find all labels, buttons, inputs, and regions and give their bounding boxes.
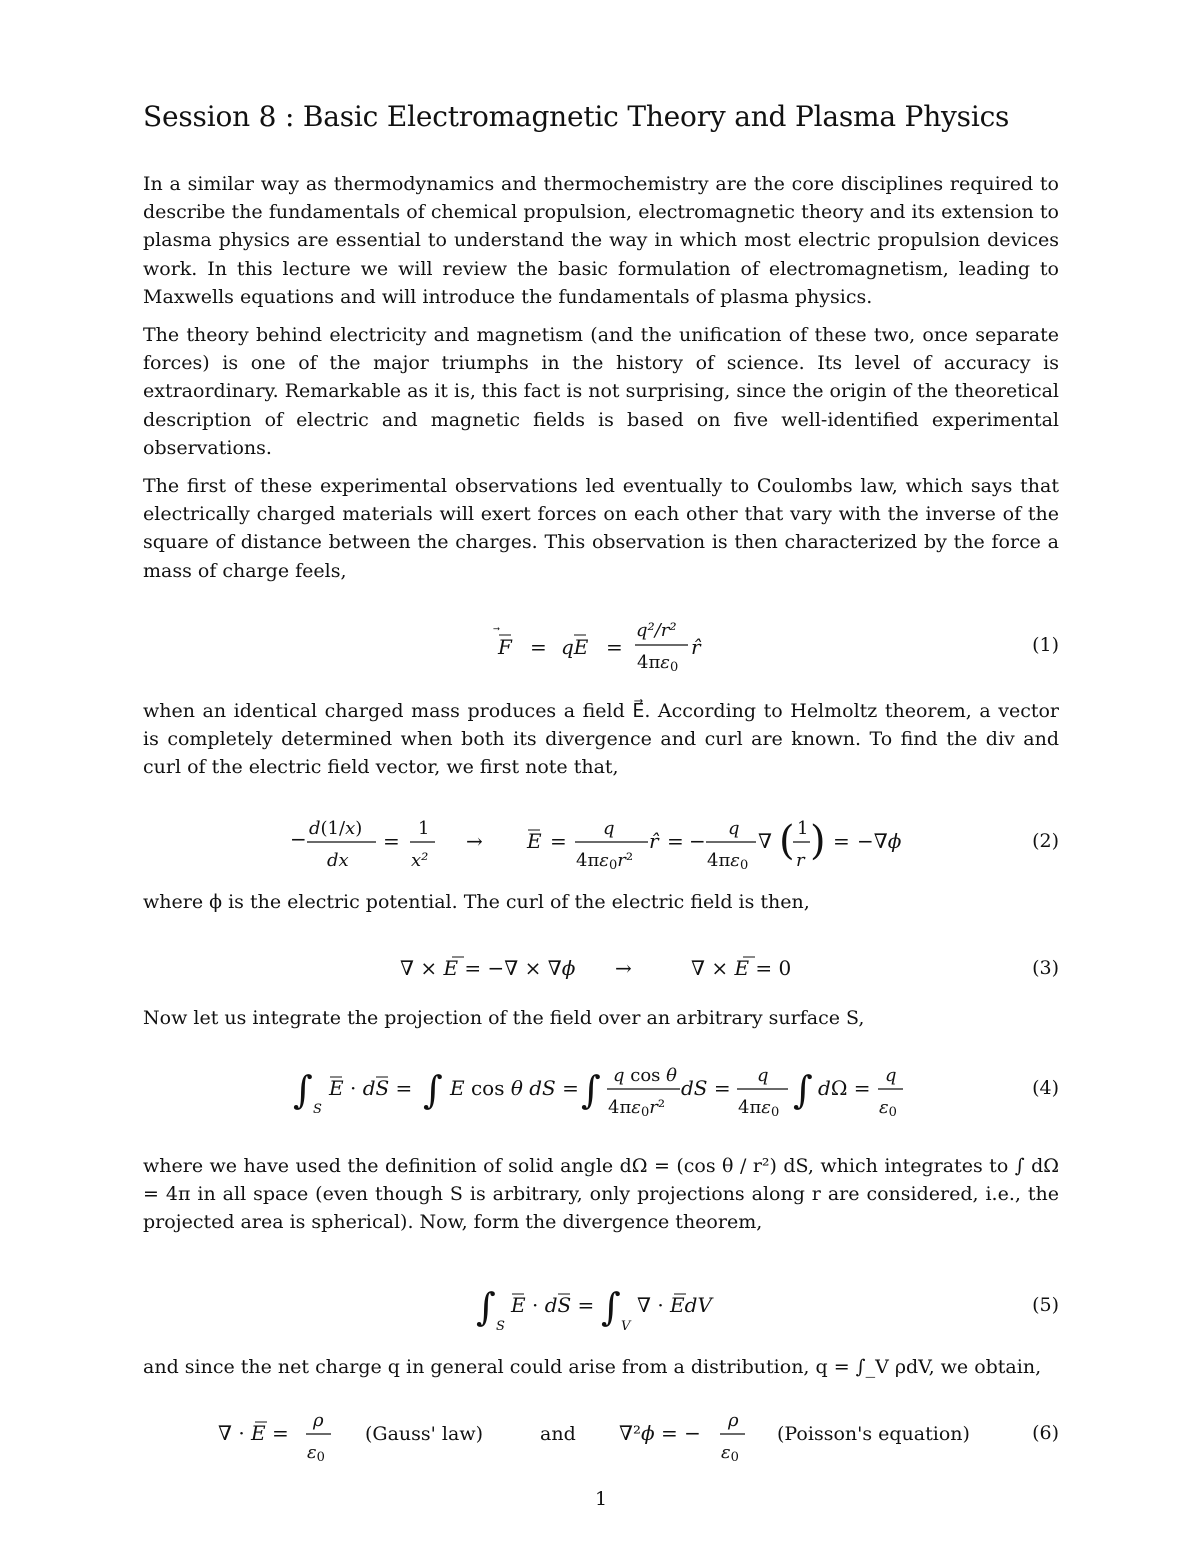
svg-text:4πε0: 4πε0 bbox=[707, 850, 749, 873]
svg-text:r: r bbox=[796, 850, 805, 871]
svg-text:→: → bbox=[466, 829, 483, 853]
svg-text:∇²ϕ = −: ∇²ϕ = − bbox=[619, 1421, 701, 1445]
paragraph-solid-angle: where we have used the definition of solid angle dΩ = (cos θ / r²) dS, which integrates to ∫ dΩ = 4π in all space (even though S is arbitrary, only projections along r are considered, i.e., the projected area is spherical). Now, form the divergence theorem, bbox=[143, 1155, 1059, 1234]
svg-text:ε0: ε0 bbox=[307, 1442, 325, 1465]
svg-text:4πε0r²: 4πε0r² bbox=[576, 850, 634, 873]
svg-text:=: = bbox=[833, 829, 850, 853]
svg-text:ε0: ε0 bbox=[721, 1442, 739, 1465]
svg-text:E cos θ dS =: E cos θ dS = bbox=[450, 1076, 579, 1100]
equation-4-formula bbox=[143, 1055, 1059, 1125]
svg-text:ε0: ε0 bbox=[879, 1097, 897, 1120]
equation-6 bbox=[143, 1400, 1059, 1470]
svg-text:∇ × E = −∇ × ∇ϕ: ∇ × E = −∇ × ∇ϕ bbox=[400, 956, 576, 980]
svg-text:q²/r²: q²/r² bbox=[636, 620, 677, 641]
paragraph-theory: The theory behind electricity and magnetism (and the unification of these two, once separate forces) is one of the major triumphs in the history of science. Its level of accuracy is extraordinary. Remarkable as it is, this fact is not surprising, since the origin of the theoretical description of electric and magnetic fields is based on five well-identified experimental observations. bbox=[143, 324, 1059, 459]
svg-text:∫: ∫ bbox=[423, 1068, 443, 1112]
gauss-law-label: (Gauss' law) bbox=[365, 1423, 483, 1445]
svg-text:1: 1 bbox=[418, 818, 430, 839]
svg-text:=: = bbox=[606, 635, 623, 659]
svg-text:dS =: dS = bbox=[681, 1076, 731, 1100]
svg-text:S: S bbox=[313, 1102, 322, 1117]
svg-text:=: = bbox=[383, 829, 400, 853]
equation-6-number: (6) bbox=[1032, 1422, 1059, 1444]
equation-2-formula bbox=[143, 810, 1059, 880]
svg-text:4πε0: 4πε0 bbox=[637, 652, 679, 675]
svg-text:F: F bbox=[498, 635, 512, 659]
svg-text:−: − bbox=[689, 829, 706, 853]
equation-4-number: (4) bbox=[1032, 1077, 1059, 1099]
equation-2-number: (2) bbox=[1032, 830, 1059, 852]
svg-text:−: − bbox=[290, 827, 307, 851]
svg-text:r̂: r̂ bbox=[649, 829, 659, 853]
svg-text:q: q bbox=[603, 818, 615, 839]
paragraph-surface-integral: Now let us integrate the projection of the field over an arbitrary surface S, bbox=[143, 1007, 865, 1029]
poisson-label: (Poisson's equation) bbox=[777, 1423, 970, 1445]
svg-text:⃗ bbox=[493, 627, 500, 631]
equation-6-formula bbox=[143, 1400, 1059, 1470]
svg-text:→: → bbox=[615, 956, 632, 980]
svg-text:ρ: ρ bbox=[313, 1410, 324, 1431]
equation-3 bbox=[143, 945, 1059, 985]
paragraph-net-charge: and since the net charge q in general could arise from a distribution, q = ∫_V ρdV, we obtain, bbox=[143, 1356, 1042, 1378]
equation-1-formula bbox=[143, 612, 1059, 682]
equation-1 bbox=[143, 612, 1059, 675]
svg-text:ρ: ρ bbox=[728, 1410, 739, 1431]
equation-3-number: (3) bbox=[1032, 957, 1059, 979]
svg-text:S: S bbox=[496, 1319, 505, 1334]
equation-5-number: (5) bbox=[1032, 1294, 1059, 1316]
svg-text:q: q bbox=[728, 818, 740, 839]
svg-text:): ) bbox=[810, 818, 826, 864]
svg-text:=: = bbox=[667, 829, 684, 853]
paragraph-potential: where ϕ is the electric potential. The curl of the electric field is then, bbox=[143, 891, 810, 913]
svg-text:4πε0r²: 4πε0r² bbox=[608, 1097, 666, 1120]
page-number: 1 bbox=[594, 1488, 608, 1510]
svg-text:∫: ∫ bbox=[601, 1285, 621, 1329]
equation-2 bbox=[143, 810, 1059, 873]
svg-text:1: 1 bbox=[797, 818, 809, 839]
svg-text:∫: ∫ bbox=[581, 1068, 601, 1112]
svg-text:=: = bbox=[530, 635, 547, 659]
svg-text:dΩ =: dΩ = bbox=[818, 1076, 871, 1100]
svg-text:E: E bbox=[527, 829, 542, 853]
equation-5 bbox=[143, 1272, 1059, 1342]
equation-5-formula bbox=[143, 1272, 1059, 1342]
equation-4 bbox=[143, 1055, 1059, 1125]
svg-text:∇ · E =: ∇ · E = bbox=[218, 1421, 289, 1445]
svg-text:r̂: r̂ bbox=[691, 635, 701, 659]
svg-text:q: q bbox=[885, 1065, 897, 1086]
svg-text:∇ · EdV: ∇ · EdV bbox=[637, 1293, 712, 1317]
svg-text:∫: ∫ bbox=[293, 1068, 313, 1112]
svg-text:∇: ∇ bbox=[758, 829, 772, 853]
svg-text:q cos θ: q cos θ bbox=[613, 1065, 677, 1086]
svg-text:∫: ∫ bbox=[476, 1285, 496, 1329]
paragraph-coulomb: The first of these experimental observations led eventually to Coulombs law, which says that electrically charged materials will exert forces on each other that vary with the inverse of the square of distance between the charges. This observation is then characterized by the force a mass of charge feels, bbox=[143, 475, 1059, 582]
svg-text:q: q bbox=[757, 1065, 769, 1086]
svg-text:qE: qE bbox=[561, 635, 589, 659]
svg-text:x²: x² bbox=[411, 850, 429, 871]
svg-text:4πε0: 4πε0 bbox=[738, 1097, 780, 1120]
equation-1-number: (1) bbox=[1032, 634, 1059, 656]
and-label: and bbox=[540, 1423, 576, 1445]
equation-3-formula bbox=[143, 945, 1059, 985]
svg-text:−∇ϕ: −∇ϕ bbox=[857, 829, 902, 853]
svg-text:V: V bbox=[621, 1319, 631, 1334]
page-title: Session 8 : Basic Electromagnetic Theory and Plasma Physics bbox=[143, 100, 1010, 133]
svg-text:=: = bbox=[550, 829, 567, 853]
svg-text:∇ × E = 0: ∇ × E = 0 bbox=[691, 956, 792, 980]
paragraph-helmholtz: when an identical charged mass produces a field E⃗. According to Helmoltz theorem, a vector is completely determined when both its divergence and curl are known. To find the div and curl of the electric field vector, we first note that, bbox=[143, 700, 1059, 779]
paragraph-intro: In a similar way as thermodynamics and thermochemistry are the core disciplines required to describe the fundamentals of chemical propulsion, electromagnetic theory and its extension to plasma physics are essential to understand the way in which most electric propulsion devices work. In this lecture we will review the basic formulation of electromagnetism, leading to Maxwells equations and will introduce the fundamentals of plasma physics. bbox=[143, 173, 1059, 308]
svg-text:E · dS =: E · dS = bbox=[511, 1293, 595, 1317]
svg-text:dx: dx bbox=[327, 850, 349, 871]
svg-text:(: ( bbox=[779, 818, 795, 864]
svg-text:d(1/x): d(1/x) bbox=[309, 818, 363, 839]
svg-text:E · dS =: E · dS = bbox=[329, 1076, 413, 1100]
svg-text:∫: ∫ bbox=[793, 1068, 813, 1112]
